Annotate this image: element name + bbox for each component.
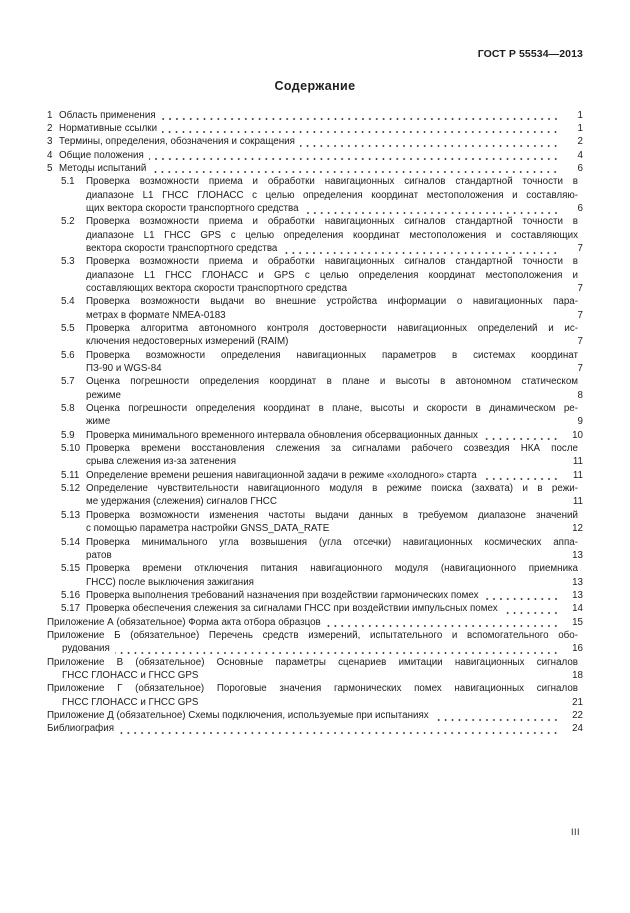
toc-entry-text: Проверка времени отключения питания навигационного модуля (навигационного приемника [86,563,578,575]
toc-entry-text: Приложение В (обязательное) Основные параметры сценариев имитации навигационных сигналов [47,656,578,668]
toc-dot-leader [115,415,559,428]
toc-entry-line [47,175,583,188]
toc-entry-line [47,522,583,535]
toc-entry-line [47,202,583,215]
toc-entry-text: срыва слежения из-за затенения [86,456,237,468]
toc-entry-number: 5.9 [61,429,75,441]
toc-entry [47,482,583,509]
toc-entry-number: 5.10 [61,443,81,455]
table-of-contents [47,109,583,736]
toc-entry-text: ГНСС) после выключения зажигания [86,576,254,588]
toc-dot-leader [162,122,559,135]
toc-entry-text: Проверка возможности приема и обработки навигационных сигналов стандартной точности в [86,216,578,228]
toc-entry-text: Приложение Д (обязательное) Схемы подключения, используемые при испытаниях [47,709,429,721]
toc-entry [47,109,583,122]
toc-dot-leader [483,429,559,442]
toc-entry-text: Методы испытаний [59,162,147,174]
toc-entry [47,442,583,469]
toc-entry-number: 5.5 [61,323,75,334]
toc-page-number: 14 [572,603,583,615]
toc-entry [47,295,583,322]
toc-dot-leader [334,522,559,535]
toc-entry [47,629,583,656]
toc-entry-number: 2 [47,122,53,134]
toc-entry-text: Проверка возможности приема и обработки навигационных сигналов стандартной точности в [86,256,578,268]
toc-page-number: 13 [572,589,583,601]
toc-entry-text: Приложение Г (обязательное) Пороговые значения гармонических помех навигационных сигналов [47,683,578,695]
toc-entry-line [47,135,583,148]
toc-entry-line [47,269,583,282]
toc-entry-text: Проверка минимального временного интервала обновления обсервационных данных [86,429,478,441]
toc-page-number: 13 [572,549,583,561]
toc-dot-leader [149,149,559,162]
toc-entry-text: ключения недостоверных измерений (RAIM) [86,336,289,348]
toc-entry-line [47,442,583,455]
toc-entry-line [47,389,583,402]
toc-entry-text: ме удержания (слежения) сигналов ГНСС [86,496,277,508]
toc-dot-leader [304,202,559,215]
toc-entry-text: Нормативные ссылки [59,122,158,134]
toc-entry [47,322,583,349]
toc-entry-text: Проверка возможности определения навигационных параметров в системах координат [86,349,578,361]
toc-page-number: 1 [577,122,583,134]
toc-entry-line [47,589,583,602]
toc-entry [47,682,583,709]
toc-page-number: 7 [577,336,583,348]
toc-dot-leader [161,109,559,122]
toc-entry [47,602,583,615]
toc-entry [47,149,583,162]
toc-entry-line [47,549,583,562]
toc-entry-text: диапазоне L1 ГНСС ГЛОНАСС с целью определения координат местоположения и составляю- [86,189,578,201]
toc-entry-number: 3 [47,136,53,148]
toc-entry-number: 5 [47,162,53,174]
toc-entry-text: ратов [86,549,112,561]
toc-dot-leader [434,709,559,722]
toc-entry-line [47,469,583,482]
toc-entry-number: 5.16 [61,589,81,601]
toc-entry-line [47,455,583,468]
toc-entry-line [47,482,583,495]
toc-page-number: 22 [572,709,583,721]
toc-entry-line [47,536,583,549]
toc-page-number: 13 [572,576,583,588]
toc-entry-line [47,295,583,308]
toc-entry-text: Проверка алгоритма автономного контроля достоверности навигационных определений и ис- [86,323,578,334]
toc-dot-leader [167,362,559,375]
toc-entry [47,122,583,135]
toc-entry-line [47,375,583,388]
toc-entry [47,375,583,402]
toc-entry-text: диапазоне L1 ГНСС ГЛОНАСС и GPS с целью определения координат местоположения и [86,269,578,281]
toc-entry-text: Оценка погрешности определения координат в плане, высоты и скорости в динамическом ре- [86,403,578,415]
toc-dot-leader [300,135,559,148]
toc-entry-line [47,429,583,442]
toc-entry-text: Проверка возможности приема и обработки навигационных сигналов стандартной точности в [86,176,578,188]
toc-dot-leader [282,495,559,508]
toc-dot-leader [203,696,559,709]
toc-entry-line [47,656,583,669]
toc-entry-text: Проверка выполнения требований назначения при воздействии гармонических помех [86,589,479,601]
toc-entry [47,255,583,295]
toc-entry-line [47,602,583,615]
toc-entry-text: Проверка возможности изменения частоты выдачи данных в требуемом диапазоне значений [86,509,578,521]
toc-entry-number: 5.17 [61,603,81,615]
page-folio: III [570,827,580,837]
document-standard-number: ГОСТ Р 55534—2013 [477,48,583,60]
toc-dot-leader [241,455,559,468]
toc-entry-text: Приложение А (обязательное) Форма акта отбора образцов [47,616,321,628]
toc-entry [47,562,583,589]
toc-dot-leader [115,642,559,655]
toc-entry-line [47,229,583,242]
toc-entry-number: 5.11 [61,469,80,481]
toc-page-number: 12 [572,523,583,535]
toc-entry-line [47,642,583,655]
toc-dot-leader [482,469,559,482]
toc-entry [47,722,583,735]
toc-entry-text: Область применения [59,109,156,121]
toc-entry-line [47,349,583,362]
toc-entry [47,215,583,255]
toc-entry-line [47,122,583,135]
toc-page-number: 6 [577,202,583,214]
toc-dot-leader [231,309,559,322]
toc-entry [47,469,583,482]
toc-entry [47,349,583,376]
toc-page-number: 10 [572,429,583,441]
toc-dot-leader [503,602,559,615]
toc-dot-leader [126,389,559,402]
toc-entry-number: 5.6 [61,349,75,361]
toc-entry-text: Определение времени решения навигационной задачи в режиме «холодного» старта [86,469,477,481]
toc-entry-text: Проверка времени восстановления слежения за сигналами рабочего созвездия НКА после [86,443,578,455]
toc-page-number: 16 [572,643,583,655]
toc-page-number: 21 [572,696,583,708]
toc-entry-line [47,242,583,255]
toc-entry-number: 5.4 [61,296,75,308]
toc-dot-leader [151,162,559,175]
toc-entry-text: ГНСС ГЛОНАСС и ГНСС GPS [62,696,199,708]
toc-entry-line [47,576,583,589]
toc-entry-text: Оценка погрешности определения координат в плане и высоты в автономном статическом [86,376,578,388]
toc-entry-line [47,709,583,722]
toc-entry-text: Проверка возможности выдачи во внешние устройства информации о навигационных пара- [86,296,578,308]
toc-entry-line [47,616,583,629]
toc-entry-text: Библиография [47,723,115,735]
toc-entry [47,429,583,442]
toc-page-number: 7 [577,242,583,254]
toc-entry-text: режиме [86,389,121,401]
toc-entry-line [47,509,583,522]
toc-entry [47,175,583,215]
toc-entry-text: с помощью параметра настройки GNSS_DATA_RATE [86,523,330,535]
toc-entry-line [47,322,583,335]
toc-entry-line [47,682,583,695]
toc-entry-number: 5.1 [61,176,75,188]
toc-page-number: 9 [577,416,583,428]
toc-entry-text: метрах в формате NMEA-0183 [86,309,226,321]
toc-entry-text: жиме [86,416,111,428]
toc-page-number: 7 [577,309,583,321]
toc-entry-text: Термины, определения, обозначения и сокращения [59,136,295,148]
toc-entry-line [47,362,583,375]
toc-dot-leader [119,722,559,735]
toc-entry-text: ГНСС ГЛОНАСС и ГНСС GPS [62,669,199,681]
toc-dot-leader [259,576,559,589]
toc-entry-number: 5.13 [61,509,81,521]
toc-entry-line [47,162,583,175]
toc-entry-line [47,562,583,575]
toc-entry [47,616,583,629]
toc-entry [47,402,583,429]
toc-page-number: 11 [572,469,583,481]
toc-entry [47,589,583,602]
toc-entry-text: ПЗ-90 и WGS-84 [86,363,162,375]
toc-entry-text: составляющих вектора скорости транспортного средства [86,282,348,294]
toc-entry [47,536,583,563]
toc-entry-text: Проверка минимального угла возвышения (угла отсечки) навигационных космических аппа- [86,536,578,548]
toc-page-number: 11 [572,456,583,468]
toc-entry-number: 5.15 [61,563,81,575]
toc-page-number: 24 [572,723,583,735]
toc-entry-number: 5.7 [61,376,75,388]
toc-entry-line [47,415,583,428]
toc-entry-line [47,149,583,162]
toc-entry-line [47,282,583,295]
toc-page-number: 2 [577,136,583,148]
toc-entry-line [47,215,583,228]
toc-entry-line [47,109,583,122]
toc-entry-text: Проверка обеспечения слежения за сигналами ГНСС при воздействии импульсных помех [86,603,498,615]
toc-page-number: 15 [572,616,583,628]
toc-entry-line [47,722,583,735]
toc-entry-text: Приложение Б (обязательное) Перечень средств измерений, испытательного и вспомогательного обо- [47,629,578,641]
toc-entry [47,162,583,175]
toc-entry-line [47,495,583,508]
toc-dot-leader [326,616,559,629]
toc-entry-text: диапазоне L1 ГНСС GPS с целью определения координат местоположения и составляющих [86,229,578,241]
toc-entry-line [47,189,583,202]
toc-entry [47,709,583,722]
toc-entry-line [47,335,583,348]
toc-dot-leader [203,669,559,682]
toc-entry-text: вектора скорости транспортного средства [86,242,278,254]
toc-entry-text: рудования [62,643,110,655]
toc-entry-line [47,696,583,709]
page-title: Содержание [274,79,356,93]
toc-page-number: 6 [577,162,583,174]
toc-entry-line [47,402,583,415]
toc-page-number: 7 [577,282,583,294]
toc-page-number: 11 [572,496,583,508]
toc-entry-number: 1 [47,109,53,121]
toc-page-number: 1 [577,109,583,121]
toc-page-number: 7 [577,363,583,375]
toc-entry-number: 5.12 [61,483,81,495]
toc-page-number: 8 [577,389,583,401]
toc-entry-number: 4 [47,149,53,161]
toc-entry-line [47,255,583,268]
toc-dot-leader [117,549,559,562]
toc-dot-leader [352,282,559,295]
toc-entry-number: 5.14 [61,536,81,548]
toc-page-number: 4 [577,149,583,161]
toc-entry [47,656,583,683]
toc-entry [47,135,583,148]
toc-entry-line [47,309,583,322]
toc-entry-text: Определение чувствительности навигационного модуля в режиме поиска (захвата) и в режи- [86,483,578,495]
toc-entry-line [47,629,583,642]
toc-entry-line [47,669,583,682]
toc-entry [47,509,583,536]
toc-entry-number: 5.8 [61,403,75,415]
toc-entry-text: щих вектора скорости транспортного средства [86,202,299,214]
toc-dot-leader [484,589,560,602]
toc-entry-number: 5.2 [61,216,75,228]
toc-dot-leader [293,335,559,348]
toc-entry-number: 5.3 [61,256,75,268]
toc-entry-text: Общие положения [59,149,144,161]
toc-page-number: 18 [572,669,583,681]
toc-dot-leader [282,242,559,255]
